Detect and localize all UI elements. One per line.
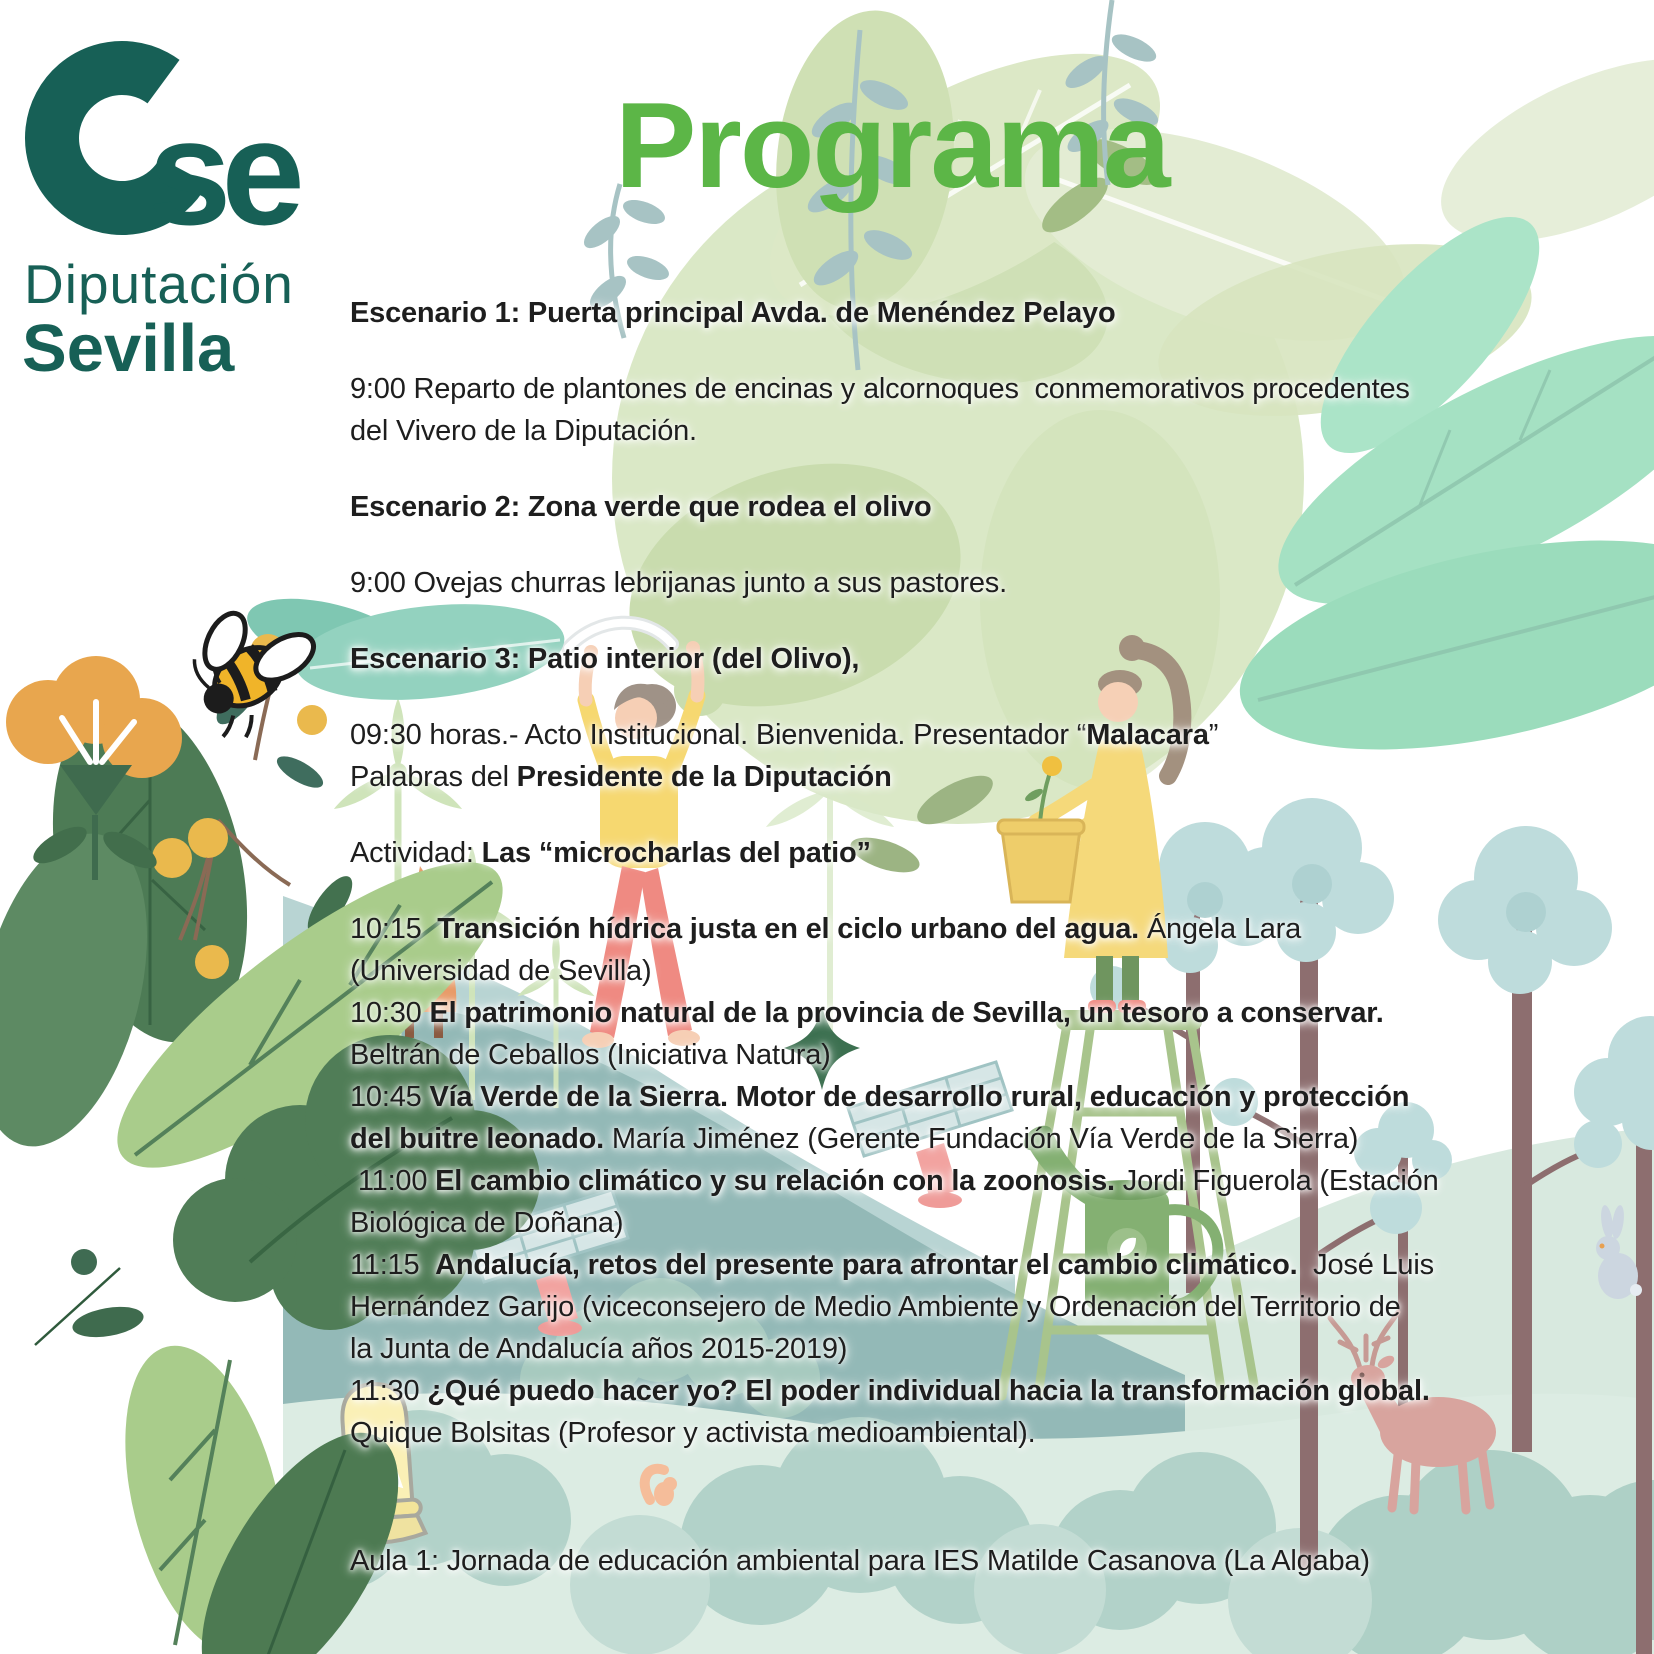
program-text: 10:30: [350, 997, 430, 1029]
program-text: del Vivero de la Diputación.: [350, 415, 697, 447]
program-text-bold: Escenario 3: Patio interior (del Olivo),: [350, 643, 860, 675]
program-text-bold: Escenario 1: Puerta principal Avda. de Menéndez Pelayo: [350, 297, 1116, 329]
logo: [22, 20, 442, 386]
program-text-bold: Transición hídrica justa en el ciclo urbano del agua.: [437, 913, 1139, 945]
program-text-bold: El patrimonio natural de la provincia de Sevilla, un tesoro a conservar.: [429, 997, 1384, 1029]
program-text: José Luis: [1297, 1249, 1434, 1281]
program-text-bold: Vía Verde de la Sierra. Motor de desarrollo rural, educación y protección: [429, 1081, 1410, 1113]
logo-mark-text: se: [148, 88, 295, 255]
escenario-2-heading: [350, 486, 1630, 528]
program-text: Ángela Lara: [1139, 913, 1302, 945]
program-text-bold: Escenario 2: Zona verde que rodea el olivo: [350, 491, 932, 523]
program-text-bold: El cambio climático y su relación con la zoonosis.: [435, 1165, 1115, 1197]
schedule-entry-1115: [350, 1244, 1630, 1370]
program-text-bold: Malacara: [1086, 719, 1209, 751]
program-text: Aula 1: Jornada de educación ambiental para IES Matilde Casanova (La Algaba): [350, 1545, 1370, 1577]
program-text: ”: [1208, 719, 1219, 751]
program-text: 10:15: [350, 913, 438, 945]
schedule-entry-1015: [350, 908, 1630, 992]
program-text: la Junta de Andalucía años 2015-2019): [350, 1333, 848, 1365]
program-text: 9:00 Reparto de plantones de encinas y alcornoques conmemorativos procedentes: [350, 373, 1410, 405]
program-text: Actividad:: [350, 837, 482, 869]
program-text: Quique Bolsitas (Profesor y activista medioambiental).: [350, 1417, 1036, 1449]
actividad-line: [350, 832, 1630, 874]
program-text: (Universidad de Sevilla): [350, 955, 652, 987]
acto-institucional: [350, 714, 1630, 798]
schedule-entry-1045: [350, 1076, 1630, 1160]
program-text: 09:30 horas.- Acto Institucional. Bienvenida. Presentador “: [350, 719, 1087, 751]
logo-sevilla: Sevilla: [22, 311, 235, 386]
program-text: María Jiménez (Gerente Fundación Vía Verde de la Sierra): [604, 1123, 1359, 1155]
program-text: 10:45: [350, 1081, 430, 1113]
program-text: Hernández Garijo (viceconsejero de Medio Ambiente y Ordenación del Territorio de: [350, 1291, 1401, 1323]
program-text: 11:15: [350, 1249, 436, 1281]
program-text: Palabras del: [350, 761, 517, 793]
program-text: Jordi Figuerola (Estación: [1114, 1165, 1439, 1197]
program-text-bold: Las “microcharlas del patio”: [481, 837, 871, 869]
logo-mark-icon: [22, 20, 442, 255]
program-text-bold: Presidente de la Diputación: [516, 761, 892, 793]
page-title: Programa: [615, 77, 1169, 213]
program-text: 11:00: [350, 1165, 436, 1197]
program-text-bold: Andalucía, retos del presente para afrontar el cambio climático.: [435, 1249, 1298, 1281]
program-text: 11:30: [350, 1375, 428, 1407]
escenario-3-heading: [350, 638, 1630, 680]
program-text-bold: ¿Qué puedo hacer yo? El poder individual hacia la transformación global.: [427, 1375, 1430, 1407]
schedule-entry-1130: [350, 1370, 1630, 1454]
escenario-1-heading: [350, 292, 1630, 334]
logo-diputacion: Diputación: [24, 253, 294, 315]
program-text-bold: del buitre leonado.: [350, 1123, 604, 1155]
schedule-entry-1030: [350, 992, 1630, 1076]
aula-line: [350, 1540, 1630, 1582]
escenario-2-item: [350, 562, 1630, 604]
program-content: [350, 292, 1630, 1582]
escenario-1-item: [350, 368, 1630, 452]
program-text: Biológica de Doñana): [350, 1207, 624, 1239]
program-text: 9:00 Ovejas churras lebrijanas junto a sus pastores.: [350, 567, 1007, 599]
program-text: Beltrán de Ceballos (Iniciativa Natura): [350, 1039, 831, 1071]
schedule-entry-1100: [350, 1160, 1630, 1244]
